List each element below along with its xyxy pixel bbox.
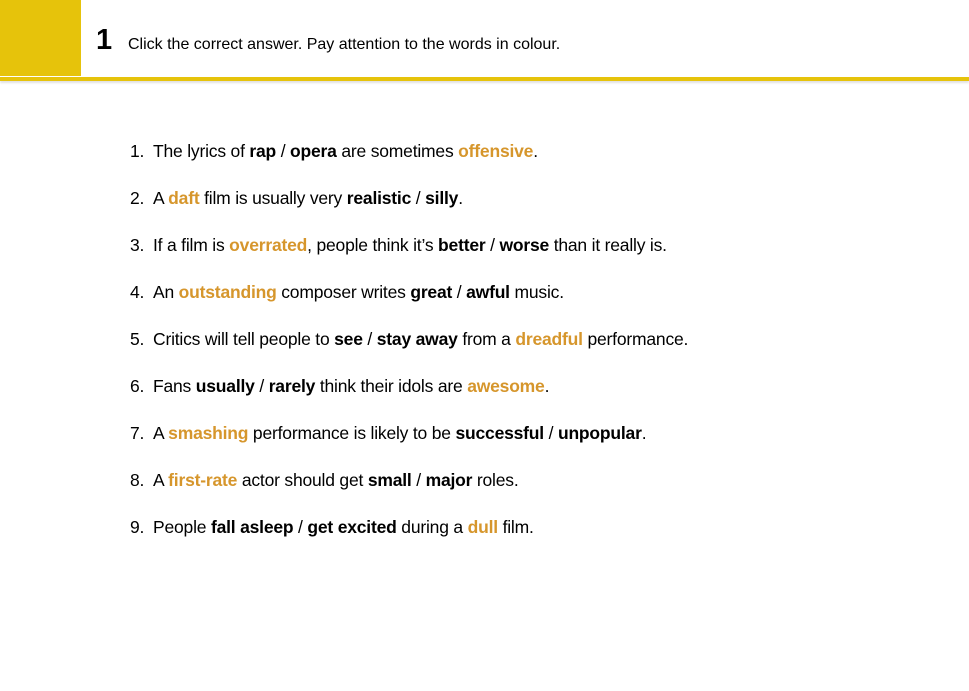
question-text: during a — [396, 517, 468, 537]
question-text: A — [153, 423, 169, 443]
question-text: / — [293, 517, 308, 537]
question-text: The lyrics of — [153, 141, 250, 161]
answer-option[interactable]: rap — [249, 141, 277, 161]
answer-option[interactable]: unpopular — [557, 423, 642, 443]
question-text: Critics will tell people to — [153, 329, 335, 349]
highlighted-word: awesome — [467, 376, 545, 396]
question-item — [130, 187, 688, 234]
question-list — [130, 140, 688, 563]
question-text: music. — [509, 282, 564, 302]
question-text: than it really is. — [549, 235, 667, 255]
answer-option[interactable]: fall asleep — [210, 517, 294, 537]
answer-option[interactable]: see — [334, 329, 363, 349]
question-number: 4. — [130, 282, 145, 302]
answer-option[interactable]: better — [438, 235, 486, 255]
question-item — [130, 516, 688, 563]
question-item — [130, 234, 688, 281]
question-text: / — [362, 329, 377, 349]
highlighted-word: dull — [467, 517, 498, 537]
question-text: performance is likely to be — [248, 423, 456, 443]
question-text: / — [543, 423, 558, 443]
exercise-number: 1 — [96, 24, 113, 56]
question-number: 1. — [130, 141, 145, 161]
highlighted-word: outstanding — [178, 282, 277, 302]
question-text: from a — [457, 329, 516, 349]
question-text: are sometimes — [336, 141, 459, 161]
question-text: / — [452, 282, 467, 302]
question-text: Fans — [153, 376, 196, 396]
answer-option[interactable]: opera — [290, 141, 337, 161]
answer-option[interactable]: usually — [195, 376, 255, 396]
question-number: 9. — [130, 517, 145, 537]
exercise-instruction: Click the correct answer. Pay attention to the words in colour. — [128, 36, 561, 53]
question-text: . — [458, 188, 463, 208]
answer-option[interactable]: great — [410, 282, 453, 302]
question-item — [130, 422, 688, 469]
answer-option[interactable]: successful — [455, 423, 544, 443]
question-text: . — [533, 141, 538, 161]
question-text: actor should get — [237, 470, 368, 490]
highlighted-word: first-rate — [168, 470, 238, 490]
question-text: / — [485, 235, 500, 255]
question-text: roles. — [472, 470, 519, 490]
header-color-block — [0, 0, 81, 76]
answer-option[interactable]: major — [425, 470, 473, 490]
answer-option[interactable]: stay away — [376, 329, 458, 349]
answer-option[interactable]: realistic — [346, 188, 412, 208]
highlighted-word: overrated — [229, 235, 308, 255]
question-item — [130, 375, 688, 422]
question-text: film. — [497, 517, 534, 537]
question-text: . — [544, 376, 550, 396]
question-text: A — [153, 188, 169, 208]
question-text: . — [641, 423, 647, 443]
question-text: think their idols are — [315, 376, 468, 396]
question-text: An — [153, 282, 179, 302]
highlighted-word: daft — [168, 188, 200, 208]
question-text: composer writes — [276, 282, 411, 302]
highlighted-word: smashing — [168, 423, 249, 443]
question-item — [130, 140, 688, 187]
question-text: film is usually very — [199, 188, 347, 208]
question-number: 3. — [130, 235, 145, 255]
answer-option[interactable]: worse — [499, 235, 550, 255]
question-number: 6. — [130, 376, 145, 396]
question-text: A — [153, 470, 169, 490]
question-text: performance. — [582, 329, 689, 349]
answer-option[interactable]: rarely — [268, 376, 316, 396]
question-item — [130, 328, 688, 375]
question-text: / — [411, 188, 426, 208]
question-number: 5. — [130, 329, 145, 349]
question-text: / — [276, 141, 291, 161]
answer-option[interactable]: get excited — [307, 517, 397, 537]
highlighted-word: offensive — [458, 141, 534, 161]
question-number: 2. — [130, 188, 145, 208]
exercise-header — [0, 0, 969, 78]
question-item — [130, 281, 688, 328]
question-text: If a film is — [153, 235, 230, 255]
answer-option[interactable]: silly — [425, 188, 459, 208]
question-text: / — [254, 376, 269, 396]
question-text: , people think it’s — [307, 235, 439, 255]
highlighted-word: dreadful — [515, 329, 583, 349]
question-number: 7. — [130, 423, 145, 443]
question-number: 8. — [130, 470, 145, 490]
question-text: / — [411, 470, 426, 490]
question-text: People — [153, 517, 211, 537]
answer-option[interactable]: awful — [466, 282, 510, 302]
header-divider — [0, 77, 969, 81]
answer-option[interactable]: small — [367, 470, 412, 490]
question-item — [130, 469, 688, 516]
